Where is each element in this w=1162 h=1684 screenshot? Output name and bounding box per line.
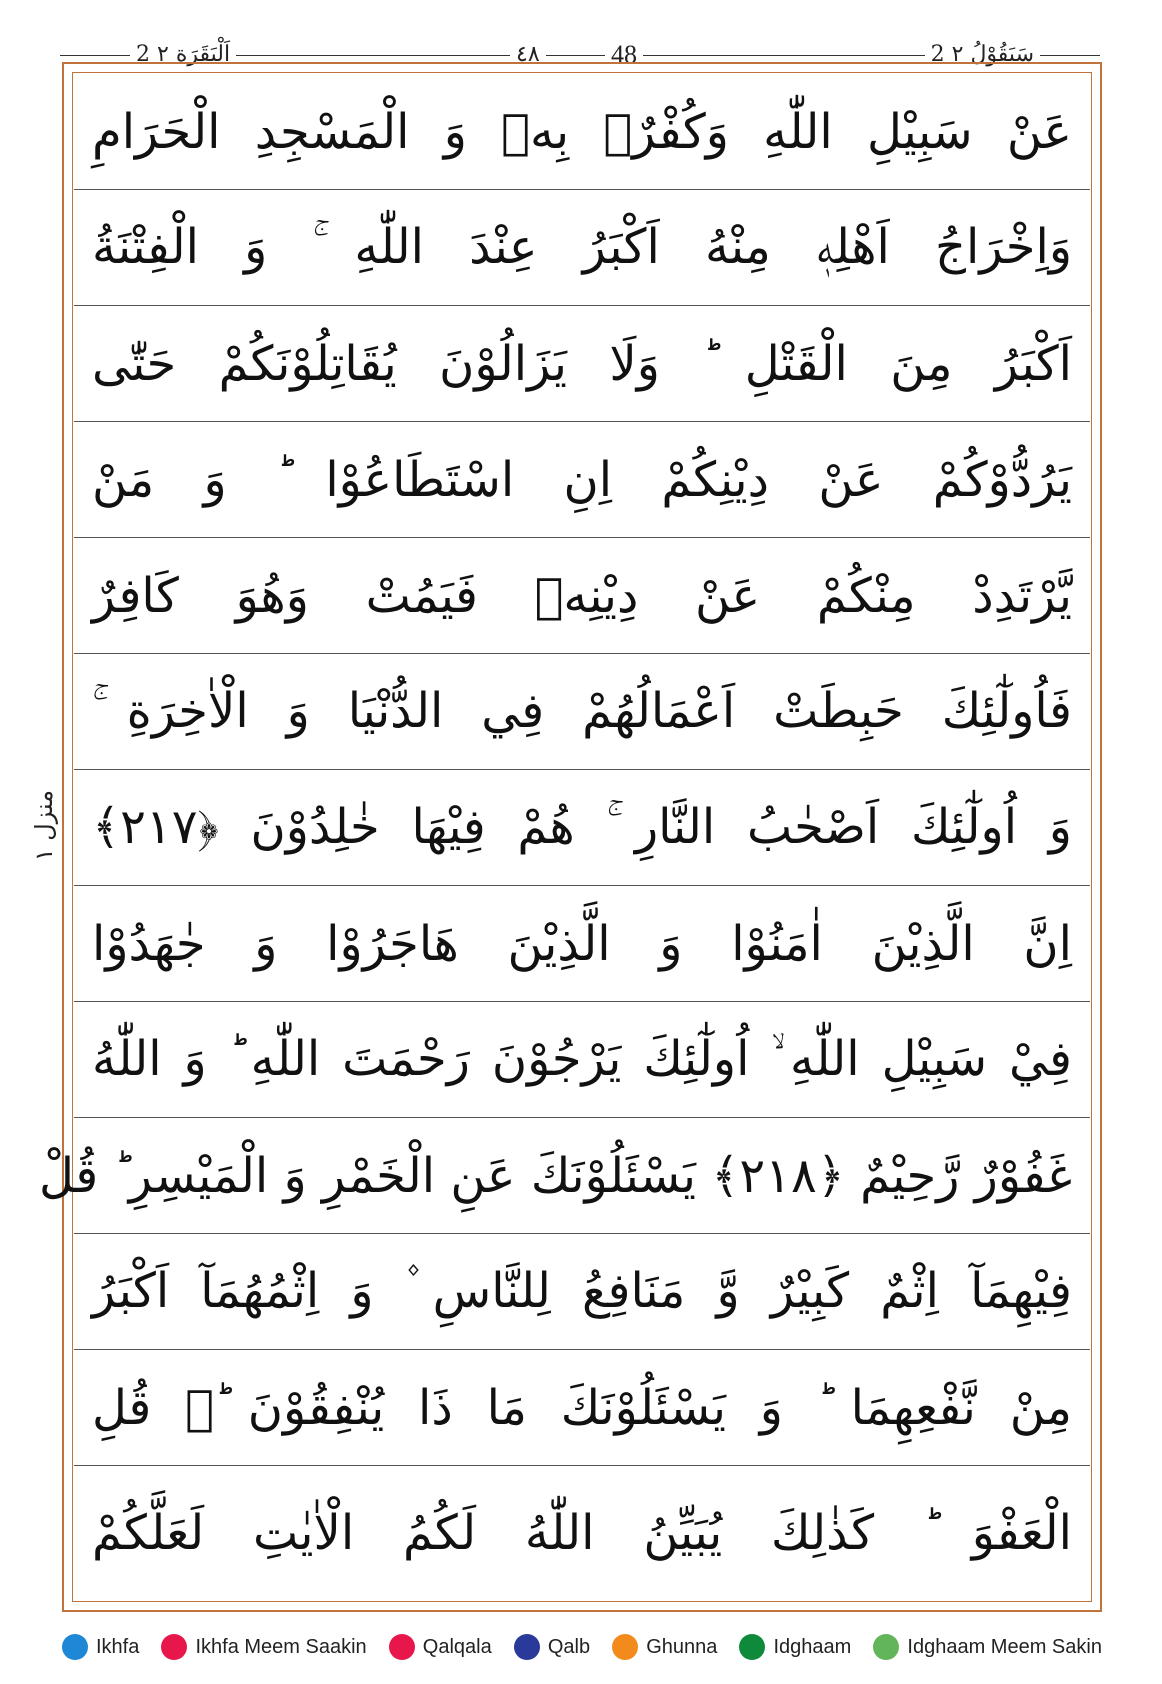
line-text: اِنَّ الَّذِيْنَ اٰمَنُوْا وَ الَّذِيْنَ هَاجَرُوْا وَ جٰهَدُوْا [92,915,1072,972]
legend-label: Ghunna [646,1635,718,1658]
legend-label: Idghaam Meem Sakin [907,1635,1102,1658]
line-text: مِنْ نَّفْعِهِمَا ؕ وَ يَسْئَلُوْنَكَ مَا ذَا يُنْفِقُوْنَ ؕ۬ قُلِ [92,1379,1072,1436]
legend-label: Qalb [547,1635,591,1658]
line-text: فَاُولٰٓئِكَ حَبِطَتْ اَعْمَالُهُمْ فِي الدُّنْيَا وَ الْاٰخِرَةِ ۚ [92,683,1073,739]
text-line [74,1234,1090,1350]
idghaam-meem-sakin-dot-icon [873,1634,899,1660]
text-line [74,770,1090,886]
idghaam-dot-icon [739,1634,765,1660]
ikhfa-meem-saakin-dot-icon [161,1634,187,1660]
legend-label: Ikhfa [96,1635,140,1658]
manzil-label: منزل ١ [30,790,58,862]
line-text: عَنْ سَبِيْلِ اللّٰهِ وَكُفْرٌۢ بِهٖ وَ الْمَسْجِدِ الْحَرَامِ [92,103,1072,160]
text-line [38,1118,1090,1234]
text-line [74,190,1090,306]
page-number: 48 [605,40,643,70]
text-line [74,1350,1090,1466]
tajweed-legend [62,1632,1102,1662]
text-line [74,422,1090,538]
legend-item-idghaam-meem-sakin [873,1634,1102,1660]
legend-item-ikhfa-meem-saakin [161,1634,366,1660]
page-number-arabic: ٤٨ [510,40,546,70]
text-line [74,1002,1090,1118]
juz-name-label: 2 سَيَقُوْلُ ٢ [925,40,1040,70]
text-line [74,74,1090,190]
line-text: الْعَفْوَ ؕ كَذٰلِكَ يُبَيِّنُ اللّٰهُ لَكُمُ الْاٰيٰتِ لَعَلَّكُمْ [92,1505,1072,1561]
legend-label: Qalqala [422,1635,492,1658]
ikhfa-dot-icon [62,1634,88,1660]
legend-item-ghunna [612,1634,717,1660]
ghunna-dot-icon [612,1634,638,1660]
text-line [74,1466,1090,1600]
legend-label: Ikhfa Meem Saakin [195,1635,367,1658]
legend-item-idghaam [739,1634,851,1660]
line-text: يَرُدُّوْكُمْ عَنْ دِيْنِكُمْ اِنِ اسْتَطَاعُوْا ؕ وَ مَنْ [92,451,1072,508]
line-text: اَكْبَرُ مِنَ الْقَتْلِ ؕ وَلَا يَزَالُوْنَ يُقَاتِلُوْنَكُمْ حَتّٰى [92,335,1072,392]
text-line [74,538,1090,654]
qalb-dot-icon [514,1634,540,1660]
line-text: غَفُوْرٌ رَّحِيْمٌ ﴿٢١٨﴾ يَسْئَلُوْنَكَ عَنِ الْخَمْرِ وَ الْمَيْسِرِ ؕ قُلْ [38,1147,1072,1204]
line-text: وَاِخْرَاجُ اَهْلِهٖ مِنْهُ اَكْبَرُ عِنْدَ اللّٰهِ ۚ وَ الْفِتْنَةُ [92,219,1072,275]
line-text: فِيْهِمَآ اِثْمٌ كَبِيْرٌ وَّ مَنَافِعُ لِلنَّاسِ ۫ وَ اِثْمُهُمَآ اَكْبَرُ [92,1263,1072,1319]
legend-item-qalqala [389,1634,492,1660]
line-text: فِيْ سَبِيْلِ اللّٰهِ ۙ اُولٰٓئِكَ يَرْجُوْنَ رَحْمَتَ اللّٰهِ ؕ وَ اللّٰهُ [92,1031,1072,1087]
line-text: يَّرْتَدِدْ مِنْكُمْ عَنْ دِيْنِهٖ فَيَمُتْ وَهُوَ كَافِرٌ [92,567,1072,624]
legend-label: Idghaam [773,1635,852,1658]
text-line [74,654,1090,770]
legend-item-qalb [514,1634,590,1660]
text-line [74,886,1090,1002]
legend-item-ikhfa [62,1634,139,1660]
qalqala-dot-icon [389,1634,415,1660]
line-text: وَ اُولٰٓئِكَ اَصْحٰبُ النَّارِ ۚ هُمْ فِيْهَا خٰلِدُوْنَ ﴿٢١٧﴾ [92,799,1072,855]
text-line [74,306,1090,422]
surah-name-label: 2 اَلْبَقَرَة ٢ [130,40,236,70]
